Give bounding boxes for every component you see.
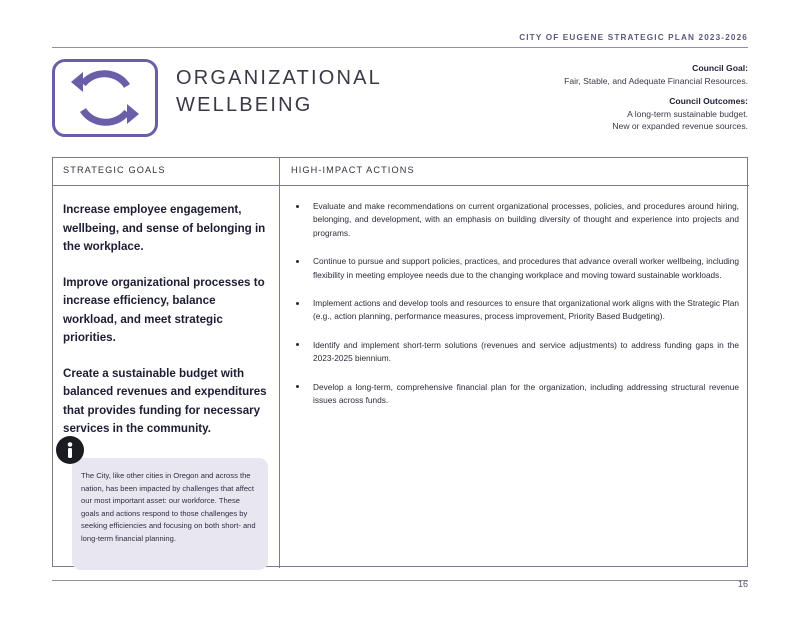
table-header-divider bbox=[53, 185, 749, 186]
table-column-divider bbox=[279, 158, 280, 568]
council-outcome-2: New or expanded revenue sources. bbox=[612, 121, 748, 131]
council-goal-text: Fair, Stable, and Adequate Financial Resources. bbox=[564, 75, 748, 86]
action-item bbox=[291, 200, 739, 240]
council-info bbox=[418, 62, 748, 133]
strategic-goals-list bbox=[63, 201, 268, 439]
page-title-line2: WELLBEING bbox=[176, 94, 313, 116]
column-header-high-impact-actions: HIGH-IMPACT ACTIONS bbox=[291, 165, 415, 175]
bullet-icon bbox=[296, 343, 299, 346]
council-outcome-1: A long-term sustainable budget. bbox=[627, 108, 748, 119]
organizational-wellbeing-icon bbox=[52, 59, 158, 137]
action-item bbox=[291, 297, 739, 324]
strategic-goal-item: Improve organizational processes to increase efficiency, balance workload, and meet strategic priorities. bbox=[63, 275, 265, 344]
footer-divider bbox=[52, 580, 748, 581]
column-header-strategic-goals: STRATEGIC GOALS bbox=[63, 165, 166, 175]
bullet-icon bbox=[296, 260, 299, 263]
info-note-text: The City, like other cities in Oregon and across the nation, has been impacted by challenges that affect our most important asset: our workforce. These goals and actions respond to those challenges by seeking efficiencies and focusing on both short- and long-term financial planning. bbox=[81, 471, 256, 543]
action-item-text: Develop a long-term, comprehensive financial plan for the organization, including addressing structural revenue issues across funds. bbox=[313, 381, 739, 406]
high-impact-actions-list bbox=[291, 200, 739, 422]
action-item-text: Implement actions and develop tools and resources to ensure that organizational work aligns with the Strategic Plan (e.g., action planning, performance measures, process improvement, Priority Based Budgeting). bbox=[313, 298, 739, 322]
strategic-goal-item: Increase employee engagement, wellbeing, and sense of belonging in the workplace. bbox=[63, 203, 266, 253]
info-icon bbox=[53, 433, 87, 467]
bullet-icon bbox=[296, 205, 299, 208]
action-item-text: Continue to pursue and support policies, practices, and procedures that advance overall worker wellbeing, including flexibility in meeting employee needs due to the changing workplace and moving toward sustainable workloads. bbox=[313, 256, 739, 280]
bullet-icon bbox=[296, 302, 299, 305]
council-goal-label: Council Goal: bbox=[692, 63, 748, 73]
council-outcomes-label: Council Outcomes: bbox=[669, 96, 748, 106]
goals-actions-table bbox=[52, 157, 748, 567]
action-item bbox=[291, 381, 739, 408]
header-divider bbox=[52, 47, 748, 48]
page-number: 16 bbox=[737, 579, 748, 589]
action-item bbox=[291, 255, 739, 282]
action-item-text: Evaluate and make recommendations on current organizational processes, policies, and procedures around hiring, belonging, and development, with an emphasis on building diversity of thought and experience into projects and programs. bbox=[313, 201, 739, 238]
bullet-icon bbox=[296, 385, 299, 388]
action-item bbox=[291, 339, 739, 366]
header-kicker: CITY OF EUGENE STRATEGIC PLAN 2023-2026 bbox=[519, 33, 748, 42]
page-title-line1: ORGANIZATIONAL bbox=[176, 67, 383, 89]
action-item-text: Identify and implement short-term solutions (revenues and service adjustments) to address funding gaps in the 2023-2025 biennium. bbox=[313, 339, 739, 364]
strategic-goal-item: Create a sustainable budget with balanced revenues and expenditures that provides funding for necessary services in the community. bbox=[63, 366, 267, 435]
